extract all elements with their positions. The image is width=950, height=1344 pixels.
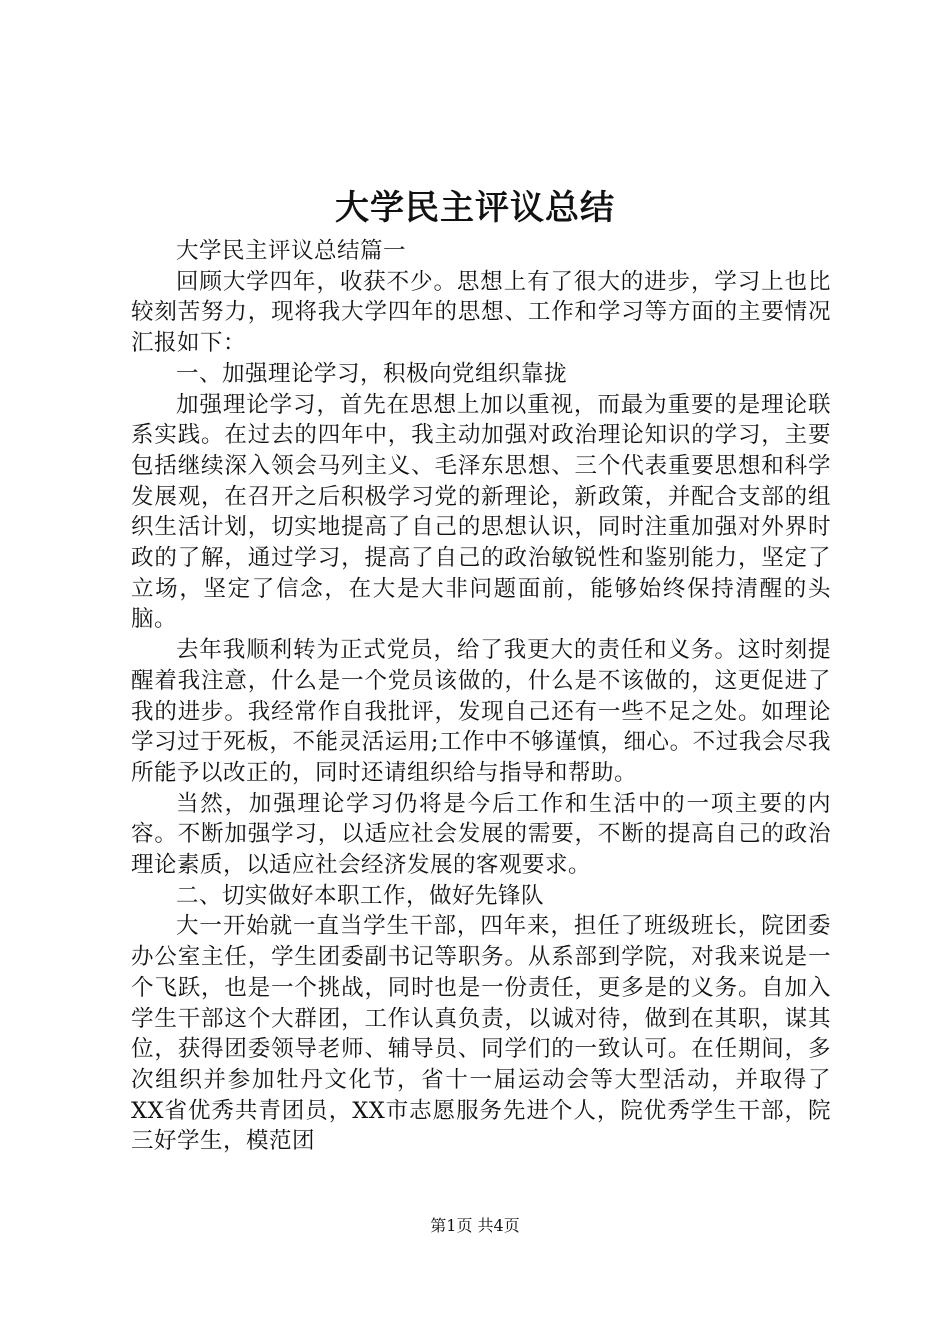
document-title: 大学民主评议总结 — [335, 188, 615, 228]
section-subtitle: 大学民主评议总结篇一 — [176, 238, 407, 264]
paragraph: 大一开始就一直当学生干部，四年来，担任了班级班长，院团委办公室主任，学生团委副书记等职务。从系部到学院，对我来说是一个飞跃，也是一个挑战，同时也是一份责任，更多是的义务。自加入学生干部这个大群团，工作认真负责，以诚对待，做到在其职，谋其位，获得团委领导老师、辅导员、同学们的一致认可。在任期间，多次组织并参加牡丹文化节，省十一届运动会等大型活动，并取得了XX省优秀共青团员，XX市志愿服务先进个人，院优秀学生干部，院三好学生，模范团 — [131, 913, 831, 1155]
paragraph: 去年我顺利转为正式党员，给了我更大的责任和义务。这时刻提醒着我注意，什么是一个党员该做的，什么是不该做的，这更促进了我的进步。我经常作自我批评，发现自己还有一些不足之处。如理论学习过于死板，不能灵活运用;工作中不够谨慎，细心。不过我会尽我所能予以改正的，同时还请组织给与指导和帮助。 — [131, 637, 831, 786]
paragraph: 当然，加强理论学习仍将是今后工作和生活中的一项主要的内容。不断加强学习，以适应社会发展的需要，不断的提高自己的政治理论素质，以适应社会经济发展的客观要求。 — [131, 790, 831, 879]
paragraph: 加强理论学习，首先在思想上加以重视，而最为重要的是理论联系实践。在过去的四年中，我主动加强对政治理论知识的学习，主要包括继续深入领会马列主义、毛泽东思想、三个代表重要思想和科学发展观，在召开之后积极学习党的新理论，新政策，并配合支部的组织生活计划，切实地提高了自己的思想认识，同时注重加强对外界时政的了解，通过学习，提高了自己的政治敏锐性和鉴别能力，坚定了立场，坚定了信念，在大是大非问题面前，能够始终保持清醒的头脑。 — [131, 391, 831, 633]
page-number-footer: 第1页 共4页 — [430, 1216, 520, 1235]
document-body — [131, 236, 831, 1157]
paragraph: 回顾大学四年，收获不少。思想上有了很大的进步，学习上也比较刻苦努力，现将我大学四年的思想、工作和学习等方面的主要情况汇报如下： — [131, 268, 831, 357]
section-heading: 一、加强理论学习，积极向党组织靠拢 — [176, 360, 568, 387]
section-heading: 二、切实做好本职工作，做好先锋队 — [176, 882, 545, 909]
